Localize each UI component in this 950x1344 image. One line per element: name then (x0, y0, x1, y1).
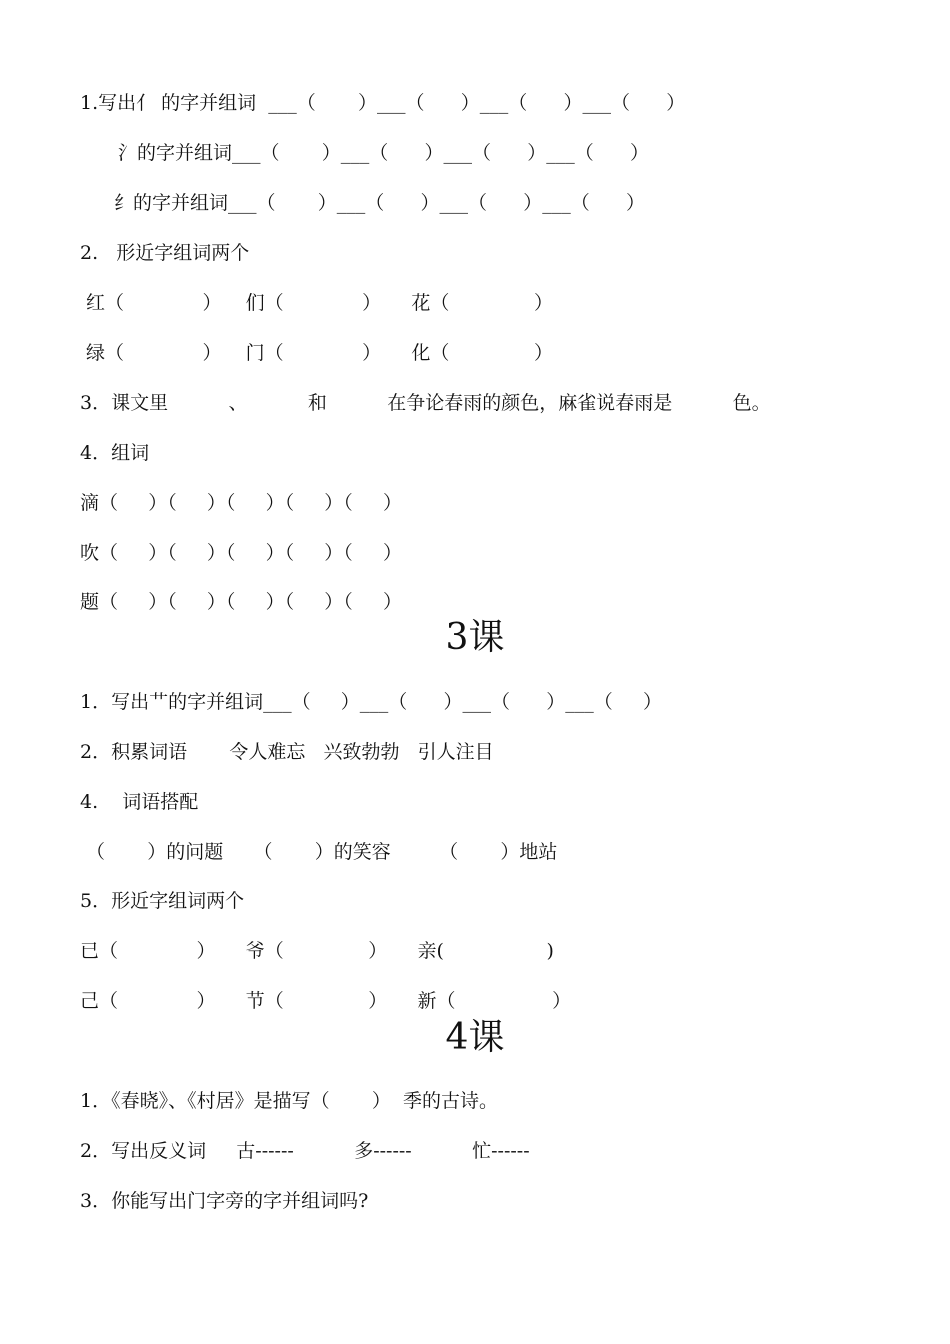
ln-8: 滴（ ）（ ）（ ）（ ）（ ） (80, 492, 402, 514)
ln-19: 2．写出反义词 古------ 多------ 忙------ (80, 1140, 530, 1162)
ln-0: 1.写出亻 的字并组词 ___（ ）___（ ）___（ ）___（ ） (80, 92, 686, 114)
ln-17: 己（ ） 节（ ） 新（ ） (80, 990, 572, 1012)
ln-1: 氵的字并组词___（ ）___（ ）___（ ）___（ ） (118, 142, 649, 164)
ln-5: 绿（ ） 门（ ） 化（ ） (86, 342, 553, 364)
ln-7: 4．组词 (80, 442, 150, 464)
ln-4: 红（ ） 们（ ） 花（ ） (86, 292, 553, 314)
ln-3: 2. 形近字组词两个 (80, 242, 250, 264)
ln-20: 3．你能写出门字旁的字并组词吗? (80, 1190, 369, 1212)
ln-13: 4. 词语搭配 (80, 791, 199, 813)
ln-9: 吹（ ）（ ）（ ）（ ）（ ） (80, 542, 402, 564)
heading-1: 4课 (445, 1017, 505, 1058)
ln-12: 2．积累词语 令人难忘 兴致勃勃 引人注目 (80, 741, 494, 763)
ln-16: 已（ ） 爷（ ） 亲( ) (80, 940, 554, 962)
ln-14: （ ）的问题 （ ）的笑容 （ ）地站 (86, 841, 558, 863)
ln-6: 3．课文里 、 和 在争论春雨的颜色，麻雀说春雨是 色。 (80, 392, 771, 414)
ln-2: 纟的字并组词___（ ）___（ ）___（ ）___（ ） (114, 192, 645, 214)
ln-18: 1．《春晓》、《村居》是描写（ ） 季的古诗。 (80, 1090, 498, 1112)
ln-10: 题（ ）（ ）（ ）（ ）（ ） (80, 591, 402, 613)
ln-15: 5．形近字组词两个 (80, 890, 245, 912)
ln-11: 1．写出艹的字并组词___（ ）___（ ）___（ ）___（ ） (80, 691, 662, 713)
heading-0: 3课 (445, 617, 505, 658)
